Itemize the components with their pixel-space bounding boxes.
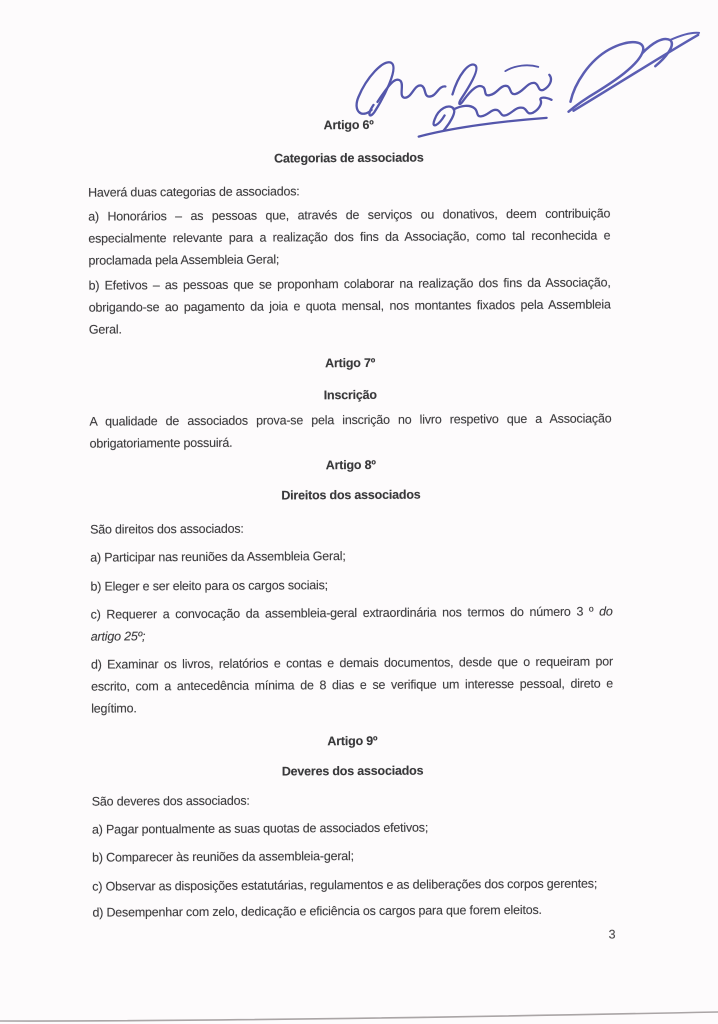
text-line: legítimo.	[91, 701, 137, 716]
article8-subtitle: Direitos dos associados	[281, 487, 421, 503]
text-line: a) Honorários – as pessoas que, através de serviços ou donativos, deem contribuição	[88, 206, 611, 224]
article6-item-a	[88, 202, 610, 271]
text-line: obrigando-se ao pagamento da joia e quota mensal, nos montantes fixados pela Assembleia	[88, 297, 611, 315]
text-line: A qualidade de associados prova-se pela inscrição no livro respetivo que a Associação	[89, 411, 612, 429]
article8-item-a: a) Participar nas reuniões da Assembleia Geral;	[90, 549, 346, 565]
text-line: obrigatoriamente possuirá.	[89, 435, 233, 451]
article8-intro: São direitos dos associados:	[90, 521, 244, 537]
article7-title: Artigo 7º	[325, 355, 376, 371]
article9-subtitle: Deveres dos associados	[281, 763, 424, 779]
article8-item-b: b) Eleger e ser eleito para os cargos sociais;	[90, 578, 328, 594]
article6-subtitle: Categorias de associados	[274, 150, 424, 166]
article9-item-c: c) Observar as disposições estatutárias, regulamentos e as deliberações dos corpos gerentes;	[92, 876, 598, 894]
handwritten-signature-right	[568, 33, 699, 112]
article9-title: Artigo 9º	[327, 733, 378, 749]
text-segment-italic: do	[599, 604, 613, 619]
article8-item-c	[91, 600, 613, 647]
text-line: especialmente relevante para a realização dos fins da Associação, como tal reconhecida e	[88, 228, 611, 246]
text-line: artigo 25º;	[90, 629, 146, 644]
article6-intro: Haverá duas categorias de associados:	[88, 184, 300, 200]
text-line	[91, 600, 613, 625]
text-line: d) Examinar os livros, relatórios e contas e demais documentos, desde que o requeiram por	[90, 654, 613, 672]
text-line: proclamada pela Assembleia Geral;	[88, 252, 280, 268]
text-line: escrito, com a antecedência mínima de 8 dias e se verifique um interesse pessoal, direto e	[91, 676, 614, 694]
article9-item-a: a) Pagar pontualmente as suas quotas de associados efetivos;	[91, 820, 429, 837]
page-number: 3	[608, 927, 616, 942]
article7-body	[89, 407, 611, 454]
article6-item-b	[89, 271, 611, 340]
article8-title: Artigo 8º	[325, 457, 376, 473]
article8-item-d	[91, 650, 613, 719]
article9-item-b: b) Comparecer às reuniões da assembleia-geral;	[92, 849, 354, 865]
text-line: b) Efetivos – as pessoas que se proponham colaborar na realização dos fins da Associação,	[88, 275, 611, 293]
article7-subtitle: Inscrição	[323, 387, 377, 403]
article6-title: Artigo 6º	[323, 117, 374, 133]
article9-item-d: d) Desempenhar com zelo, dedicação e eficiência os cargos para que forem eleitos.	[92, 902, 542, 920]
text-segment: c) Requerer a convocação da assembleia-geral extraordinária nos termos do número 3 º	[90, 604, 594, 622]
text-line: Geral.	[88, 322, 122, 337]
article9-intro: São deveres dos associados:	[91, 793, 250, 809]
